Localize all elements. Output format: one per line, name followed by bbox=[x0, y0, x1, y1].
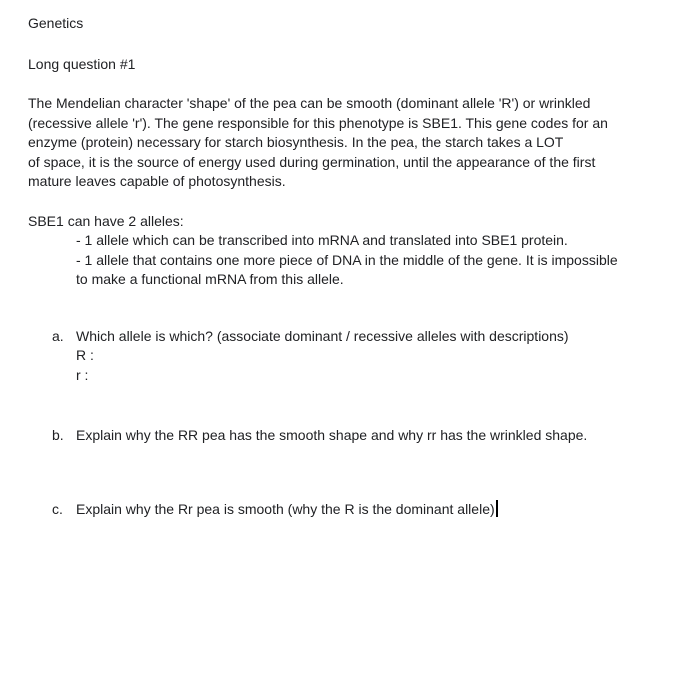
intro-line: The Mendelian character 'shape' of the pea can be smooth (dominant allele 'R') or wrinkled bbox=[28, 95, 591, 111]
question-item-a bbox=[28, 327, 658, 386]
allele-description: to make a functional mRNA from this allele. bbox=[76, 271, 344, 287]
question-heading: Long question #1 bbox=[28, 55, 136, 72]
answer-line-recessive[interactable]: r : bbox=[76, 366, 89, 383]
list-marker: b. bbox=[52, 427, 64, 443]
alleles-intro: SBE1 can have 2 alleles: bbox=[28, 212, 184, 229]
intro-paragraph bbox=[28, 94, 658, 192]
list-marker: c. bbox=[52, 500, 63, 517]
question-list bbox=[28, 327, 658, 520]
document-title: Genetics bbox=[28, 15, 84, 31]
intro-line: mature leaves capable of photosynthesis. bbox=[28, 173, 286, 189]
question-text: Explain why the RR pea has the smooth shape and why rr has the wrinkled shape. bbox=[76, 427, 588, 443]
question-item-b bbox=[28, 426, 658, 446]
question-text: Explain why the Rr pea is smooth (why the R is the dominant allele) bbox=[76, 500, 495, 517]
intro-line: (recessive allele 'r'). The gene responsible for this phenotype is SBE1. This gene codes for an bbox=[28, 114, 608, 131]
text-cursor bbox=[496, 500, 498, 517]
answer-line-dominant[interactable]: R : bbox=[76, 347, 94, 363]
question-text-with-cursor[interactable] bbox=[76, 500, 658, 520]
intro-line: enzyme (protein) necessary for starch biosynthesis. In the pea, the starch takes a LOT bbox=[28, 134, 564, 150]
question-text: Which allele is which? (associate dominant / recessive alleles with descriptions) bbox=[76, 327, 569, 344]
alleles-section bbox=[28, 212, 658, 290]
list-marker: a. bbox=[52, 327, 64, 344]
intro-line: of space, it is the source of energy used during germination, until the appearance of the first bbox=[28, 153, 596, 170]
document-body[interactable] bbox=[28, 14, 658, 519]
question-item-c bbox=[28, 500, 658, 520]
allele-description: - 1 allele that contains one more piece of DNA in the middle of the gene. It is impossible bbox=[76, 251, 618, 268]
allele-description: - 1 allele which can be transcribed into mRNA and translated into SBE1 protein. bbox=[76, 232, 568, 248]
